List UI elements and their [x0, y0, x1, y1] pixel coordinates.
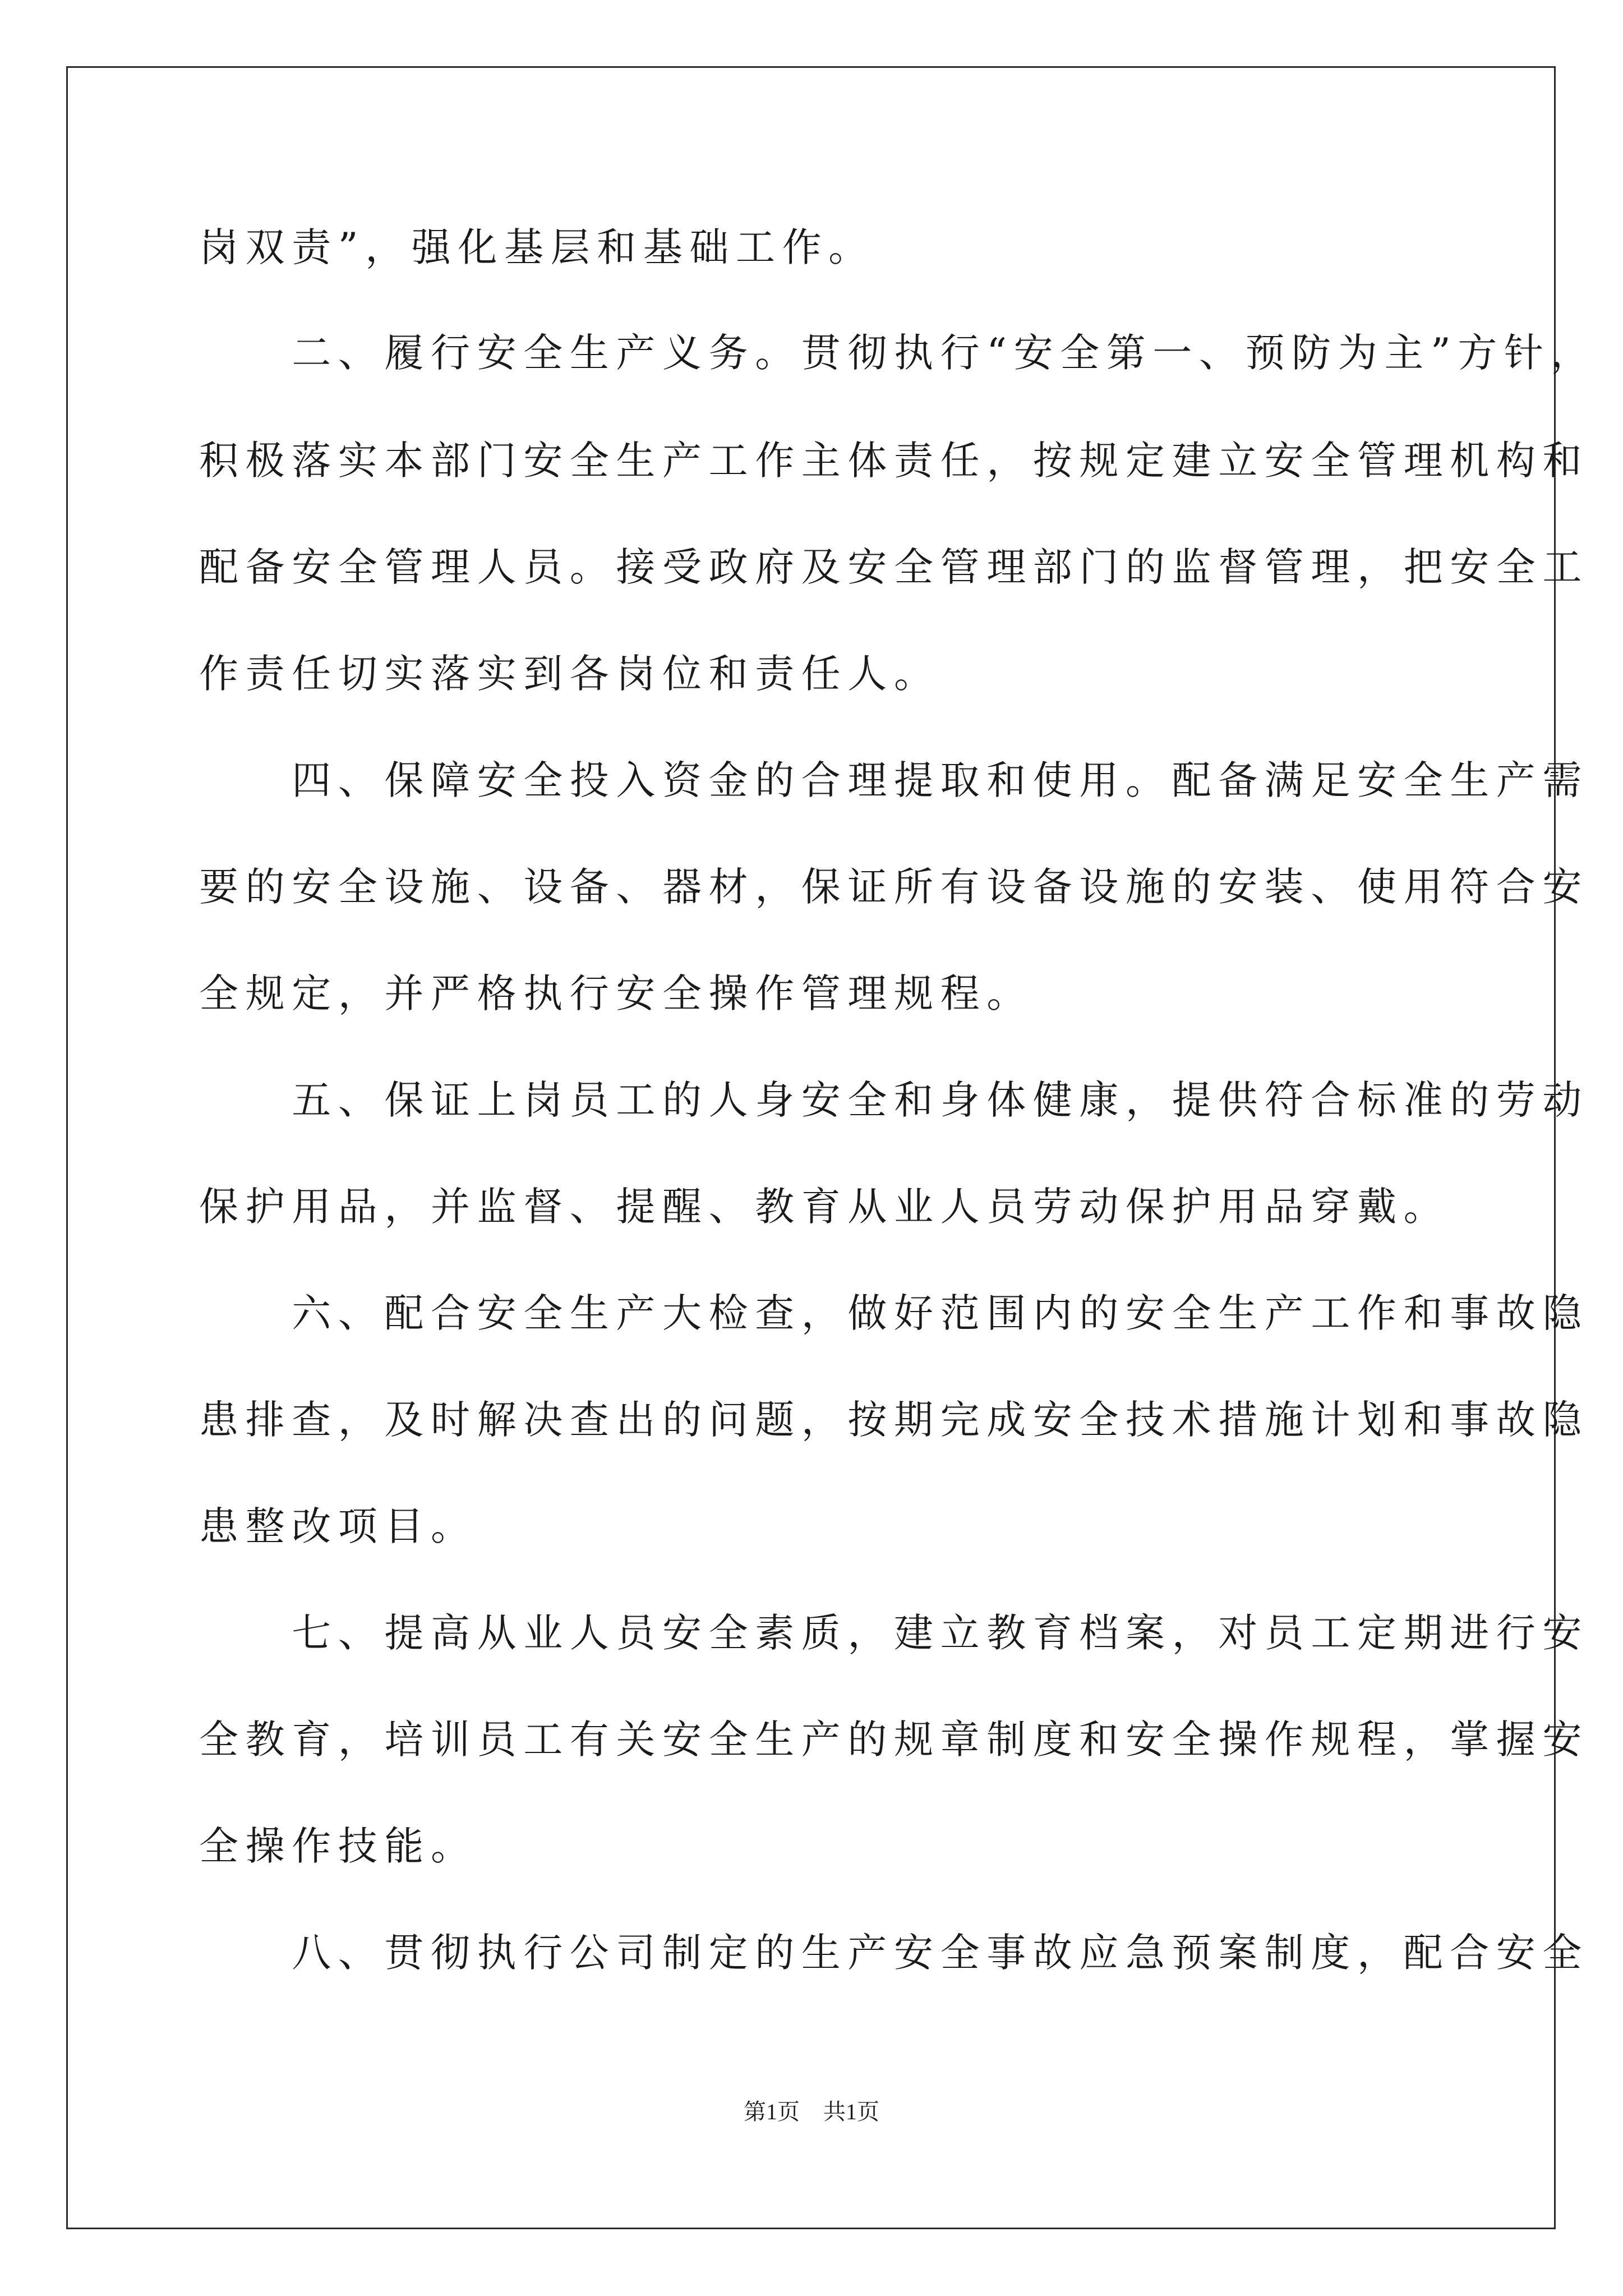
text-line: 六、配合安全生产大检查，做好范围内的安全生产工作和事故隐 [199, 1290, 1589, 1336]
text-line: 要的安全设施、设备、器材，保证所有设备设施的安装、使用符合安 [199, 864, 1589, 910]
text-line: 岗双责”，强化基层和基础工作。 [199, 224, 875, 270]
page-total: 共1页 [823, 2099, 879, 2124]
page-border [66, 66, 1556, 2229]
text-line: 五、保证上岗员工的人身安全和身体健康，提供符合标准的劳动 [199, 1077, 1589, 1123]
text-line: 二、履行安全生产义务。贯彻执行“安全第一、预防为主”方针， [199, 330, 1597, 376]
text-line: 七、提高从业人员安全素质，建立教育档案，对员工定期进行安 [199, 1610, 1589, 1656]
text-line: 患整改项目。 [199, 1503, 477, 1549]
text-line: 四、保障安全投入资金的合理提取和使用。配备满足安全生产需 [199, 757, 1589, 803]
text-line: 作责任切实落实到各岗位和责任人。 [199, 651, 940, 697]
text-line: 全教育，培训员工有关安全生产的规章制度和安全操作规程，掌握安 [199, 1717, 1589, 1763]
page-footer [0, 2094, 1623, 2126]
text-line: 配备安全管理人员。接受政府及安全管理部门的监督管理，把安全工 [199, 544, 1589, 590]
page-number: 第1页 [744, 2099, 800, 2124]
text-line: 八、贯彻执行公司制定的生产安全事故应急预案制度，配合安全 [199, 1930, 1589, 1976]
text-line: 患排查，及时解决查出的问题，按期完成安全技术措施计划和事故隐 [199, 1397, 1589, 1443]
text-line: 全操作技能。 [199, 1823, 477, 1869]
text-line: 保护用品，并监督、提醒、教育从业人员劳动保护用品穿戴。 [199, 1184, 1450, 1230]
text-line: 全规定，并严格执行安全操作管理规程。 [199, 970, 1033, 1016]
text-line: 积极落实本部门安全生产工作主体责任，按规定建立安全管理机构和 [199, 438, 1589, 484]
